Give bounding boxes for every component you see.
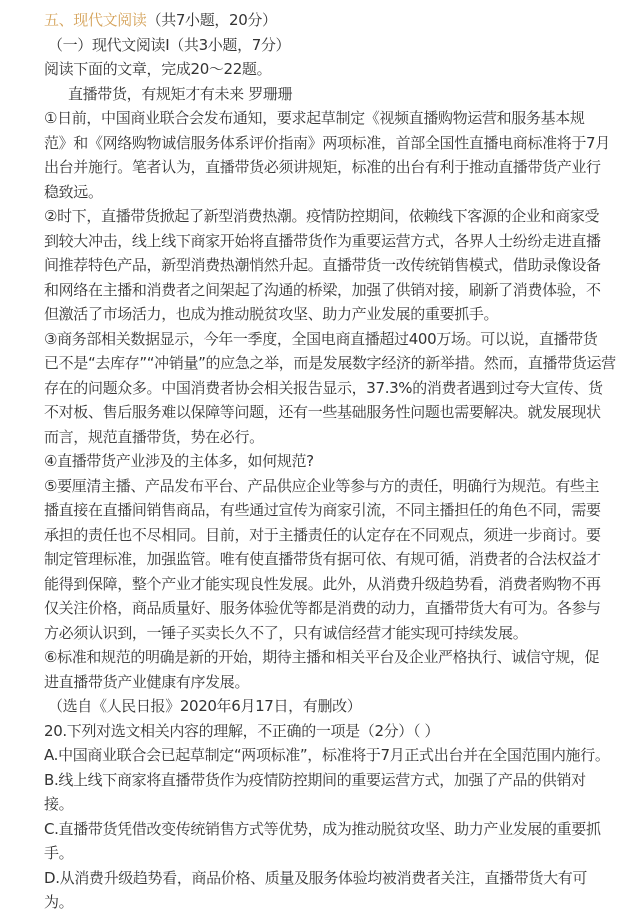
option-line: B.线上线下商家将直播带货作为疫情防控期间的重要运营方式，加强了产品的供销对 xyxy=(44,770,586,789)
paragraph-4 xyxy=(44,449,624,474)
paragraph-line: 而言，规范直播带货，势在必行。 xyxy=(44,427,264,446)
paragraph-line: 不对板、售后服务难以保障等问题，还有一些基础服务性问题也需要解决。就发展现状 xyxy=(44,403,601,421)
option-c xyxy=(44,817,624,866)
paragraph-line: ②时下，直播带货掀起了新型消费热潮。疫情防控期间，依赖线下客源的企业和商家受 xyxy=(44,207,600,225)
option-line: C.直播带货凭借改变传统销售方式等优势，成为推动脱贫攻坚、助力产业发展的重要抓 xyxy=(44,819,601,838)
paragraph-line: 进直播带货产业健康有序发展。 xyxy=(44,672,250,691)
question-stem: 20.下列对选文相关内容的理解，不正确的一项是（2分）（ ） xyxy=(44,721,440,740)
paragraph-line: 但激活了市场活力，也成为推动脱贫攻坚、助力产业发展的重要抓手。 xyxy=(44,305,499,323)
option-line: 手。 xyxy=(44,844,74,862)
paragraph-line: 稳致远。 xyxy=(44,182,103,201)
paragraph-line: 出台并施行。笔者认为，直播带货必须讲规矩，标准的出台有利于推动直播带货产业行 xyxy=(44,158,601,176)
section-title-suffix: （共7小题，20分） xyxy=(146,11,277,29)
paragraph-5 xyxy=(44,474,624,646)
paragraph-1 xyxy=(44,106,624,204)
option-line: A.中国商业联合会已起草制定“两项标准”，标准将于7月正式出台并在全国范围内施行。 xyxy=(44,746,610,764)
section-title xyxy=(44,8,624,33)
paragraph-line: 播直接在直播间销售商品，有些通过宣传为商家引流，不同主播担任的角色不同，需要 xyxy=(44,501,601,519)
option-line: D.从消费升级趋势看，商品价格、质量及服务体验均被消费者关注，直播带货大有可 xyxy=(44,868,588,887)
paragraph-line: ⑥标准和规范的明确是新的开始，期待主播和相关平台及企业严格执行、诚信守规，促 xyxy=(44,648,600,666)
source-note: （选自《人民日报》2020年6月17日，有删改） xyxy=(48,697,362,715)
option-line: 接。 xyxy=(44,795,74,813)
option-b xyxy=(44,768,624,817)
paragraph-line: 方必须认识到，一锤子买卖长久不了，只有诚信经营才能实现可持续发展。 xyxy=(44,623,528,642)
paragraph-line: 存在的问题众多。中国消费者协会相关报告显示，37.3%的消费者遇到过夸大宣传、货 xyxy=(44,378,603,397)
article-title: 直播带货，有规矩才有未来 罗珊珊 xyxy=(68,84,293,103)
paragraph-6 xyxy=(44,645,624,694)
paragraph-line: 能得到保障，整个产业才能实现良性发展。此外，从消费升级趋势看，消费者购物不再 xyxy=(44,574,601,593)
paragraph-line: ⑤要厘清主播、产品发布平台、产品供应企业等参与方的责任，明确行为规范。有些主 xyxy=(44,476,600,495)
question-20 xyxy=(44,719,624,915)
paragraph-line: 范》和《网络购物诚信服务体系评价指南》两项标准，首部全国性直播电商标准将于7月 xyxy=(44,133,610,152)
option-a xyxy=(44,743,624,768)
paragraph-line: 间推荐特色产品，新型消费热潮悄然升起。直播带货一改传统销售模式，借助录像设备 xyxy=(44,256,601,274)
paragraph-line: 已不是“去库存”“冲销量”的应急之举，而是发展数字经济的新举措。然而，直播带货运营 xyxy=(44,354,616,372)
paragraph-line: ①日前，中国商业联合会发布通知，要求起草制定《视频直播购物运营和服务基本规 xyxy=(44,109,585,127)
paragraph-line: 和网络在主播和消费者之间架起了沟通的桥梁，加强了供销对接，刷新了消费体验，不 xyxy=(44,280,601,299)
document xyxy=(44,8,624,915)
paragraph-line: ③商务部相关数据显示，今年一季度，全国电商直播超过400万场。可以说，直播带货 xyxy=(44,329,598,348)
option-d xyxy=(44,866,624,915)
subsection-title: （一）现代文阅读Ⅰ（共3小题，7分） xyxy=(48,35,291,54)
paragraph-2 xyxy=(44,204,624,327)
section-title-label: 五、现代文阅读 xyxy=(44,11,147,29)
paragraph-line: 到较大冲击，线上线下商家开始将直播带货作为重要运营方式，各界人士纷纷走进直播 xyxy=(44,231,601,250)
instruction: 阅读下面的文章，完成20～22题。 xyxy=(44,60,272,78)
paragraph-line: ④直播带货产业涉及的主体多，如何规范? xyxy=(44,452,314,470)
paragraph-3 xyxy=(44,327,624,450)
paragraph-line: 制定管理标准，加强监管。唯有使直播带货有据可依、有规可循，消费者的合法权益才 xyxy=(44,550,601,568)
paragraph-line: 承担的责任也不尽相同。目前，对于主播责任的认定存在不同观点，须进一步商讨。要 xyxy=(44,525,601,544)
option-line: 为。 xyxy=(44,893,74,911)
paragraph-line: 仅关注价格，商品质量好、服务体验优等都是消费的动力，直播带货大有可为。各参与 xyxy=(44,599,601,617)
